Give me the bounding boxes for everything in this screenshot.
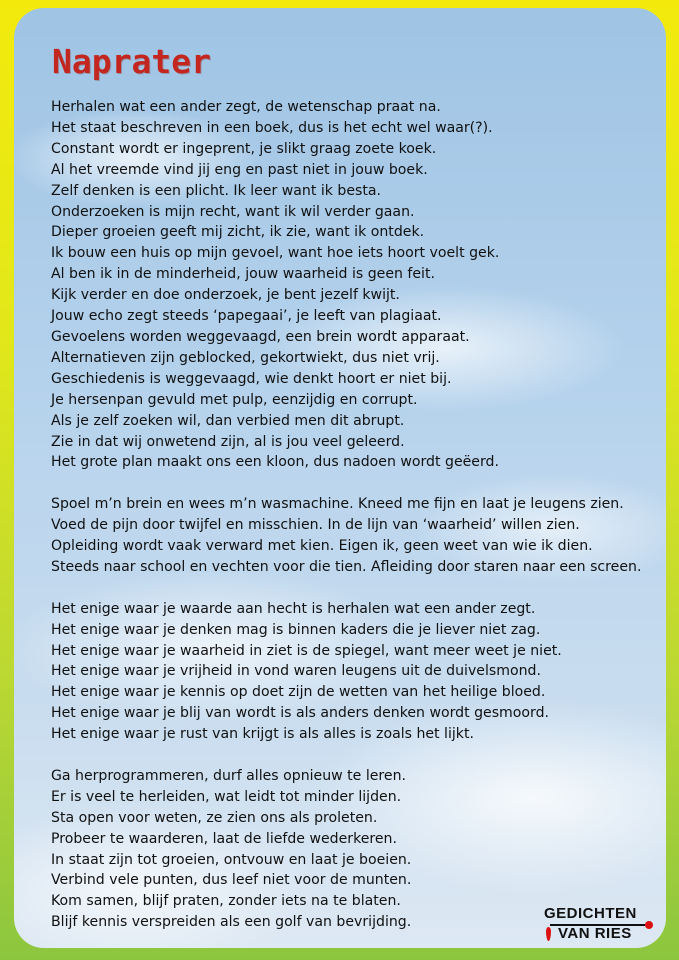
stanza (51, 97, 661, 473)
poem-line: Blijf kennis verspreiden als een golf van bevrijding. (51, 914, 412, 931)
poem-line: Onderzoeken is mijn recht, want ik wil verder gaan. (51, 203, 415, 220)
poem-line: Het enige waar je kennis op doet zijn de wetten van het heilige bloed. (51, 684, 546, 701)
poem-line: Opleiding wordt vaak verward met kien. Eigen ik, geen weet van wie ik dien. (51, 538, 593, 555)
poem-line: Het staat beschreven in een boek, dus is het echt wel waar(?). (51, 119, 493, 136)
poem-line: Kom samen, blijf praten, zonder iets na te blaten. (51, 893, 401, 910)
poem-card (14, 8, 666, 948)
poem-line: Verbind vele punten, dus leef niet voor de munten. (51, 872, 412, 889)
poem-line: Dieper groeien geeft mij zicht, ik zie, want ik ontdek. (51, 224, 425, 241)
poem-line: Zelf denken is een plicht. Ik leer want ik besta. (51, 182, 382, 199)
poem-line: Kijk verder en doe onderzoek, je bent jezelf kwijt. (51, 287, 400, 304)
poem-line: Het enige waar je waarde aan hecht is herhalen wat een ander zegt. (51, 600, 536, 617)
gedichten-van-ries-logo (540, 905, 660, 945)
poem-line: Herhalen wat een ander zegt, de wetenschap praat na. (51, 99, 441, 115)
poem-line: Sta open voor weten, ze zien ons als proleten. (51, 809, 378, 826)
poem-line: Het enige waar je denken mag is binnen kaders die je liever niet zag. (51, 621, 541, 638)
poem-line: Probeer te waarderen, laat de liefde wederkeren. (51, 830, 397, 847)
poem-line: Jouw echo zegt steeds ‘papegaai’, je leeft van plagiaat. (51, 308, 442, 325)
poem-line: Steeds naar school en vechten voor die tien. Afleiding door staren naar een screen. (51, 558, 642, 575)
poem-line: Als je zelf zoeken wil, dan verbied men dit abrupt. (51, 412, 405, 429)
poem-line: Al ben ik in de minderheid, jouw waarheid is geen feit. (51, 266, 435, 283)
poem-line: Er is veel te herleiden, wat leidt tot minder lijden. (51, 788, 402, 805)
poem-line: Gevoelens worden weggevaagd, een brein wordt apparaat. (51, 328, 470, 345)
poem-line: Al het vreemde vind jij eng en past niet in jouw boek. (51, 161, 428, 178)
logo-line1: GEDICHTEN (544, 905, 637, 922)
poem-title: Naprater (52, 42, 211, 81)
poem-line: Het grote plan maakt ons een kloon, dus nadoen wordt geëerd. (51, 454, 499, 471)
poem-line: Zie in dat wij onwetend zijn, al is jou veel geleerd. (51, 433, 405, 450)
logo-dot-icon (645, 921, 653, 929)
poem-line: Het enige waar je vrijheid in vond waren leugens uit de duivelsmond. (51, 663, 541, 680)
poem-line: Alternatieven zijn geblocked, gekortwiekt, dus niet vrij. (51, 349, 440, 366)
poem-line: Geschiedenis is weggevaagd, wie denkt hoort er niet bij. (51, 370, 452, 387)
logo-drop-icon (546, 927, 551, 941)
stanza (51, 494, 661, 578)
poem-line: Ik bouw een huis op mijn gevoel, want hoe iets hoort voelt gek. (51, 245, 500, 262)
poem-line: Je hersenpan gevuld met pulp, eenzijdig en corrupt. (51, 391, 418, 408)
poem-line: Ga herprogrammeren, durf alles opnieuw te leren. (51, 767, 406, 784)
stanza (51, 599, 661, 745)
poem-line: Spoel m’n brein en wees m’n wasmachine. Kneed me fijn en laat je leugens zien. (51, 496, 624, 513)
poem-line: In staat zijn tot groeien, ontvouw en laat je boeien. (51, 851, 412, 868)
logo-line2: VAN RIES (558, 925, 632, 942)
poem-line: Het enige waar je rust van krijgt is als alles is zoals het lijkt. (51, 726, 474, 743)
poem-line: Voed de pijn door twijfel en misschien. In de lijn van ‘waarheid’ willen zien. (51, 517, 580, 534)
poem-line: Het enige waar je waarheid in ziet is de spiegel, want meer weet je niet. (51, 642, 562, 659)
poem-body (51, 97, 661, 948)
poem-line: Het enige waar je blij van wordt is als anders denken wordt gesmoord. (51, 705, 550, 722)
poem-line: Constant wordt er ingeprent, je slikt graag zoete koek. (51, 140, 437, 157)
